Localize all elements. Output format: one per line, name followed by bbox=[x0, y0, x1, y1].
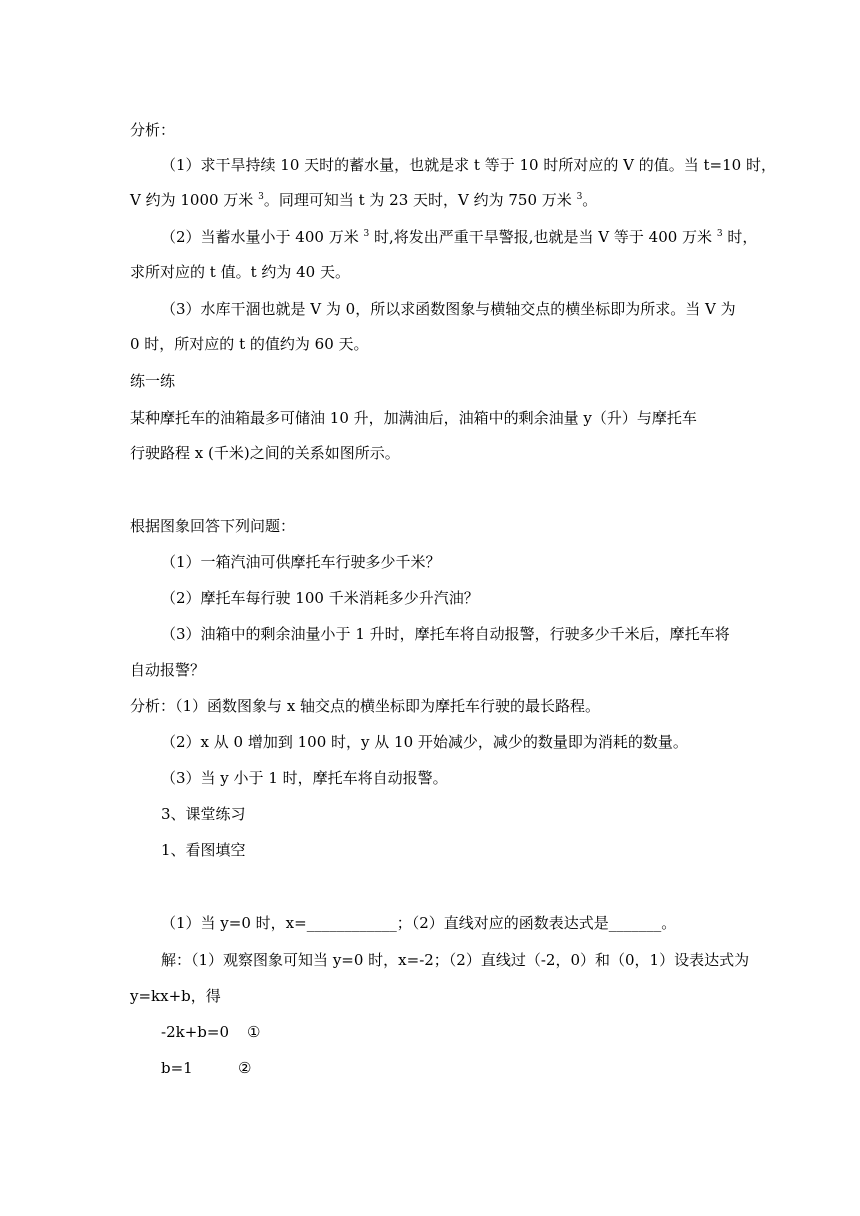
analysis-2-line-2: 求所对应的 t 值。t 约为 40 天。 bbox=[130, 263, 350, 281]
analysis-3-line-1: （3）水库干涸也就是 V 为 0，所以求函数图象与横轴交点的横坐标即为所求。当 V 为 bbox=[161, 300, 736, 318]
question-1: （1）一箱汽油可供摩托车行驶多少千米？ bbox=[161, 553, 441, 571]
answer-analysis-1: 分析：（1）函数图象与 x 轴交点的横坐标即为摩托车行驶的最长路程。 bbox=[130, 697, 601, 715]
question-3-line-2: 自动报警？ bbox=[130, 661, 206, 679]
practice-title: 练一练 bbox=[130, 372, 176, 390]
equation-2: b=1 bbox=[161, 1059, 193, 1077]
analysis-1-line-2: V 约为 1000 万米 $^3$。同理可知当 t 为 23 天时，V 约为 750 万米 $^3$。 bbox=[130, 191, 598, 209]
fill-in-question: （1）当 y=0 时，x=____________；（2）直线对应的函数表达式是_______。 bbox=[161, 914, 677, 932]
analysis-1-line-1: （1）求干旱持续 10 天时的蓄水量，也就是求 t 等于 10 时所对应的 V 的值。当 t=10 时， bbox=[161, 156, 776, 174]
equation-1: -2k+b=0 bbox=[161, 1023, 229, 1041]
exercise-1-title: 1、看图填空 bbox=[161, 841, 246, 859]
answer-analysis-2: （2）x 从 0 增加到 100 时，y 从 10 开始减少，减少的数量即为消耗的数量。 bbox=[161, 733, 688, 751]
analysis-3-line-2: 0 时，所对应的 t 的值约为 60 天。 bbox=[130, 335, 369, 353]
practice-line-2: 行驶路程 x (千米)之间的关系如图所示。 bbox=[130, 444, 400, 462]
answer-analysis-3: （3）当 y 小于 1 时，摩托车将自动报警。 bbox=[161, 769, 448, 787]
questions-intro: 根据图象回答下列问题： bbox=[130, 517, 296, 535]
question-2: （2）摩托车每行驶 100 千米消耗多少升汽油？ bbox=[161, 589, 479, 607]
superscript-3: 3 bbox=[363, 229, 370, 239]
analysis-2-line-1: （2）当蓄水量小于 400 万米 $^3$ 时,将发出严重干旱警报,也就是当 V 等于 400 万米 $^3$ 时， bbox=[161, 228, 758, 246]
question-3-line-1: （3）油箱中的剩余油量小于 1 升时，摩托车将自动报警，行驶多少千米后，摩托车将 bbox=[161, 625, 730, 643]
section-3-title: 3、课堂练习 bbox=[161, 805, 246, 823]
equation-1-marker: ① bbox=[247, 1023, 261, 1041]
superscript-3: 3 bbox=[716, 229, 723, 239]
solution-line-1: 解：（1）观察图象可知当 y=0 时，x=-2；（2）直线过（-2，0）和（0，1）设表达式为 bbox=[161, 951, 750, 969]
equation-2-marker: ② bbox=[238, 1059, 252, 1077]
superscript-3: 3 bbox=[576, 192, 583, 202]
analysis-title: 分析： bbox=[130, 121, 176, 139]
superscript-3: 3 bbox=[258, 192, 264, 202]
solution-line-2: y=kx+b，得 bbox=[130, 987, 221, 1005]
practice-line-1: 某种摩托车的油箱最多可储油 10 升，加满油后，油箱中的剩余油量 y（升）与摩托车 bbox=[130, 409, 697, 427]
